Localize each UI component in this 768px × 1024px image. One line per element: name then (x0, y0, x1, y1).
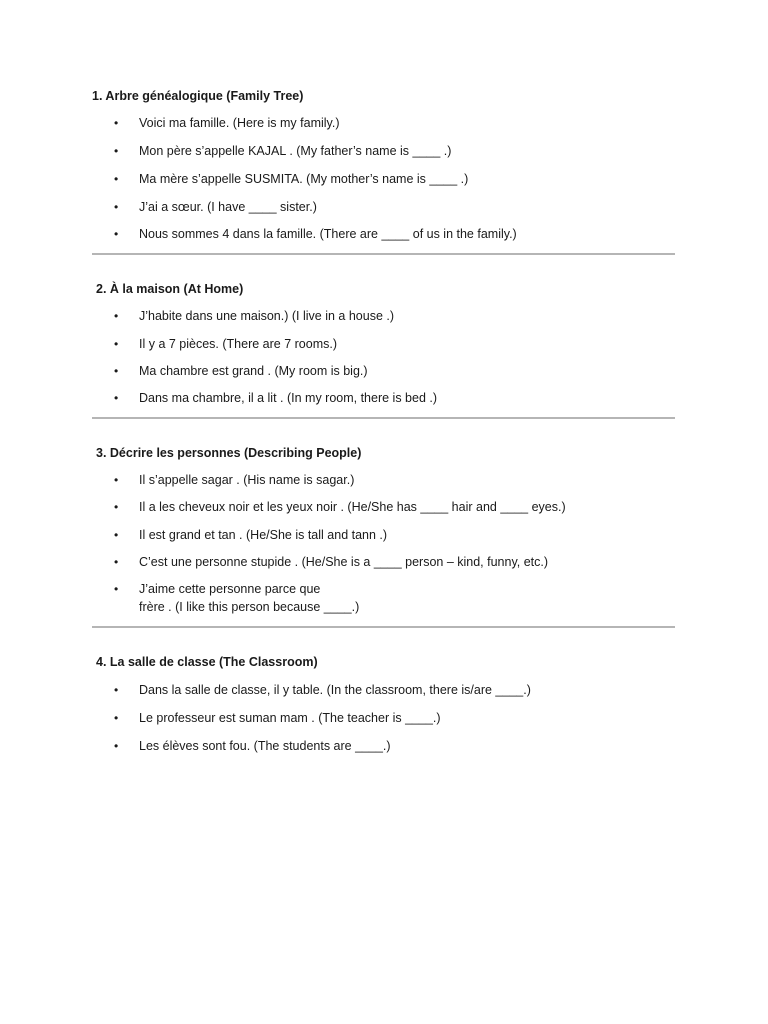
section-title: 3. Décrire les personnes (Describing People) (96, 446, 362, 460)
list-item-text: Ma mère s’appelle SUSMITA. (My mother’s name is ____ .) (139, 172, 469, 186)
bullet-icon: • (114, 116, 119, 130)
list-item-text: Mon père s’appelle KAJAL . (My father’s name is ____ .) (139, 144, 452, 158)
list-item-text: Nous sommes 4 dans la famille. (There are ____ of us in the family.) (139, 227, 517, 241)
list-item-text: Il est grand et tan . (He/She is tall and tann .) (139, 528, 388, 542)
bullet-icon: • (114, 711, 119, 725)
section-at-home (92, 281, 676, 405)
bullet-icon: • (114, 364, 119, 378)
list-item-line: J’aime cette personne parce que (139, 582, 321, 596)
list-item-text: Il s’appelle sagar . (His name is sagar.) (139, 473, 355, 487)
section-title: 4. La salle de classe (The Classroom) (96, 655, 318, 669)
section-divider (92, 626, 675, 628)
bullet-icon: • (114, 309, 119, 323)
list-item-text: Ma chambre est grand . (My room is big.) (139, 364, 368, 378)
list-item-text: Voici ma famille. (Here is my family.) (139, 116, 340, 130)
bullet-icon: • (114, 582, 119, 596)
bullet-icon: • (114, 500, 119, 514)
section-describing-people (92, 445, 676, 614)
list-item-text: Le professeur est suman mam . (The teacher is ____.) (139, 711, 441, 725)
list-item-text: C’est une personne stupide . (He/She is a ____ person – kind, funny, etc.) (139, 555, 549, 569)
bullet-icon: • (114, 528, 119, 542)
list-item-text: Dans ma chambre, il a lit . (In my room, there is bed .) (139, 391, 438, 405)
section-title: 1. Arbre généalogique (Family Tree) (92, 89, 304, 103)
bullet-icon: • (114, 172, 119, 186)
section-divider (92, 417, 675, 419)
section-classroom (92, 654, 676, 753)
list-item-text: Les élèves sont fou. (The students are ____.) (139, 739, 391, 753)
bullet-icon: • (114, 473, 119, 487)
bullet-icon: • (114, 144, 119, 158)
bullet-icon: • (114, 200, 119, 214)
section-family-tree (92, 88, 676, 241)
bullet-icon: • (114, 227, 119, 241)
list-item-text (139, 580, 659, 616)
list-item-text: J’habite dans une maison.) (I live in a house .) (139, 309, 394, 323)
list-item-text: Il a les cheveux noir et les yeux noir . (He/She has ____ hair and ____ eyes.) (139, 500, 566, 514)
list-item-text: J’ai a sœur. (I have ____ sister.) (139, 200, 317, 214)
bullet-icon: • (114, 391, 119, 405)
section-title: 2. À la maison (At Home) (96, 282, 244, 296)
section-divider (92, 253, 675, 255)
bullet-icon: • (114, 739, 119, 753)
list-item-text: Il y a 7 pièces. (There are 7 rooms.) (139, 337, 337, 351)
bullet-icon: • (114, 683, 119, 697)
bullet-icon: • (114, 555, 119, 569)
list-item-text: Dans la salle de classe, il y table. (In the classroom, there is/are ____.) (139, 683, 531, 697)
bullet-icon: • (114, 337, 119, 351)
list-item-line: frère . (I like this person because ____.) (139, 600, 360, 614)
